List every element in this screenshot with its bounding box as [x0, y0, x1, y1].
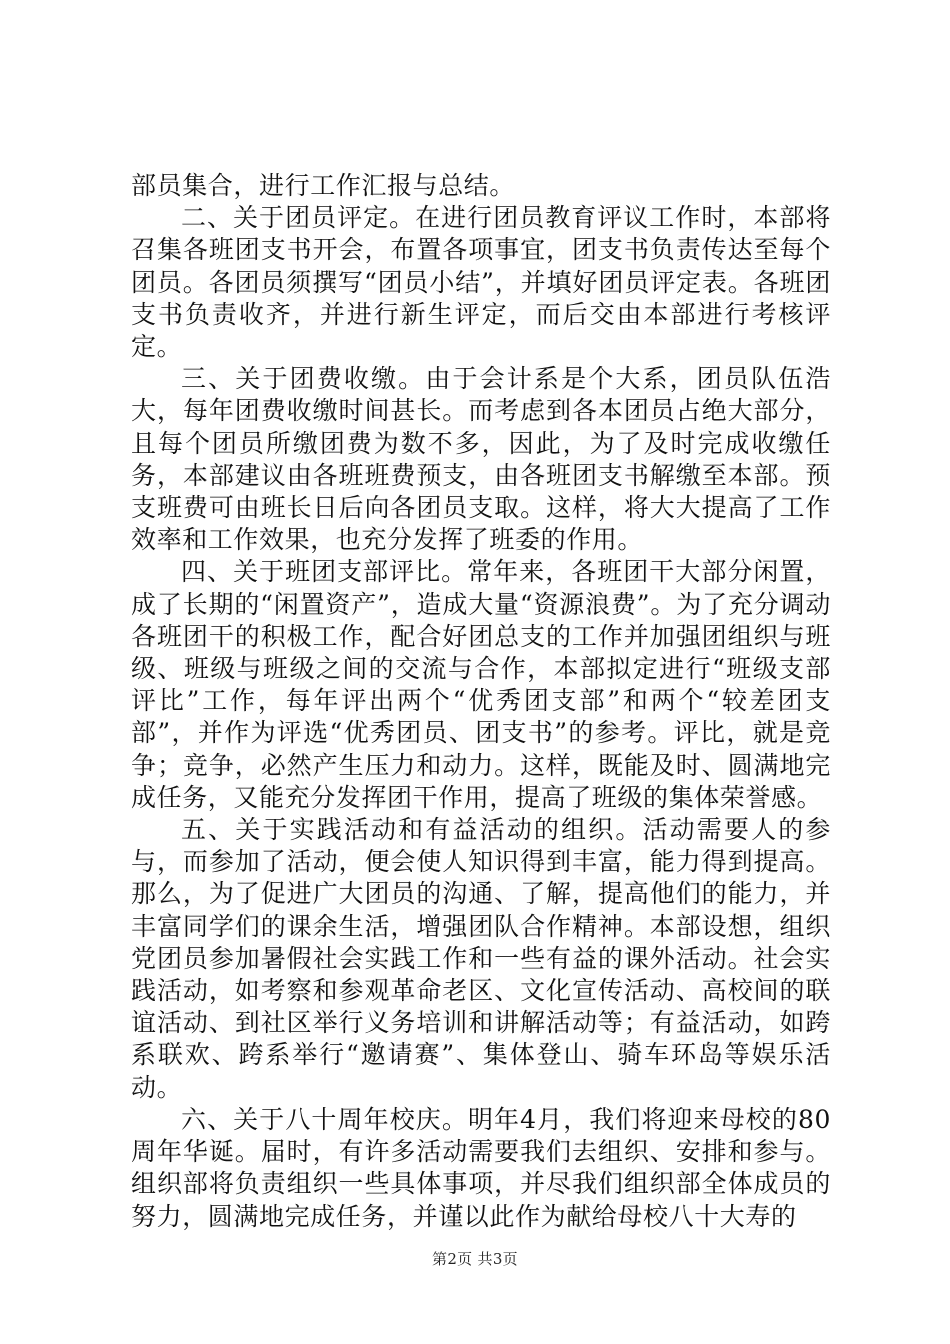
page-number-footer: 第2页 共3页 — [432, 1250, 518, 1268]
document-body — [131, 170, 831, 1233]
paragraph-practice-activities: 五、关于实践活动和有益活动的组织。活动需要人的参与，而参加了活动，便会使人知识得到丰富，能力得到提高。那么，为了促进广大团员的沟通、了解，提高他们的能力，并丰富同学们的课余生活，增强团队合作精神。本部设想，组织党团员参加暑假社会实践工作和一些有益的课外活动。社会实践活动，如考察和参观革命老区、文化宣传活动、高校间的联谊活动、到社区举行义务培训和讲解活动等；有益活动，如跨系联欢、跨系举行“邀请赛”、集体登山、骑车环岛等娱乐活动。 — [131, 815, 831, 1102]
paragraph-branch-competition: 四、关于班团支部评比。常年来，各班团干大部分闲置，成了长期的“闲置资产”，造成大量“资源浪费”。为了充分调动各班团干的积极工作，配合好团总支的工作并加强团组织与班级、班级与班级之间的交流与合作，本部拟定进行“班级支部评比”工作，每年评出两个“优秀团支部”和两个“较差团支部”，并作为评选“优秀团员、团支书”的参考。评比，就是竞争；竞争，必然产生压力和动力。这样，既能及时、圆满地完成任务，又能充分发挥团干作用，提高了班级的集体荣誉感。 — [131, 557, 831, 812]
paragraph-fee-collection: 三、关于团费收缴。由于会计系是个大系，团员队伍浩大，每年团费收缴时间甚长。而考虑到各本团员占绝大部分，且每个团员所缴团费为数不多，因此，为了及时完成收缴任务，本部建议由各班班费预支，由各班团支书解缴至本部。预支班费可由班长日后向各团员支取。这样，将大大提高了工作效率和工作效果，也充分发挥了班委的作用。 — [131, 364, 831, 555]
paragraph-anniversary: 六、关于八十周年校庆。明年4月，我们将迎来母校的80周年华诞。届时，有许多活动需要我们去组织、安排和参与。组织部将负责组织一些具体事项，并尽我们组织部全体成员的努力，圆满地完成任务，并谨以此作为献给母校八十大寿的 — [131, 1104, 831, 1231]
paragraph-continuation: 部员集合，进行工作汇报与总结。 — [131, 171, 516, 200]
paragraph-member-evaluation: 二、关于团员评定。在进行团员教育评议工作时，本部将召集各班团支书开会，布置各项事宜，团支书负责传达至每个团员。各团员须撰写“团员小结”，并填好团员评定表。各班团支书负责收齐，并进行新生评定，而后交由本部进行考核评定。 — [131, 203, 831, 362]
